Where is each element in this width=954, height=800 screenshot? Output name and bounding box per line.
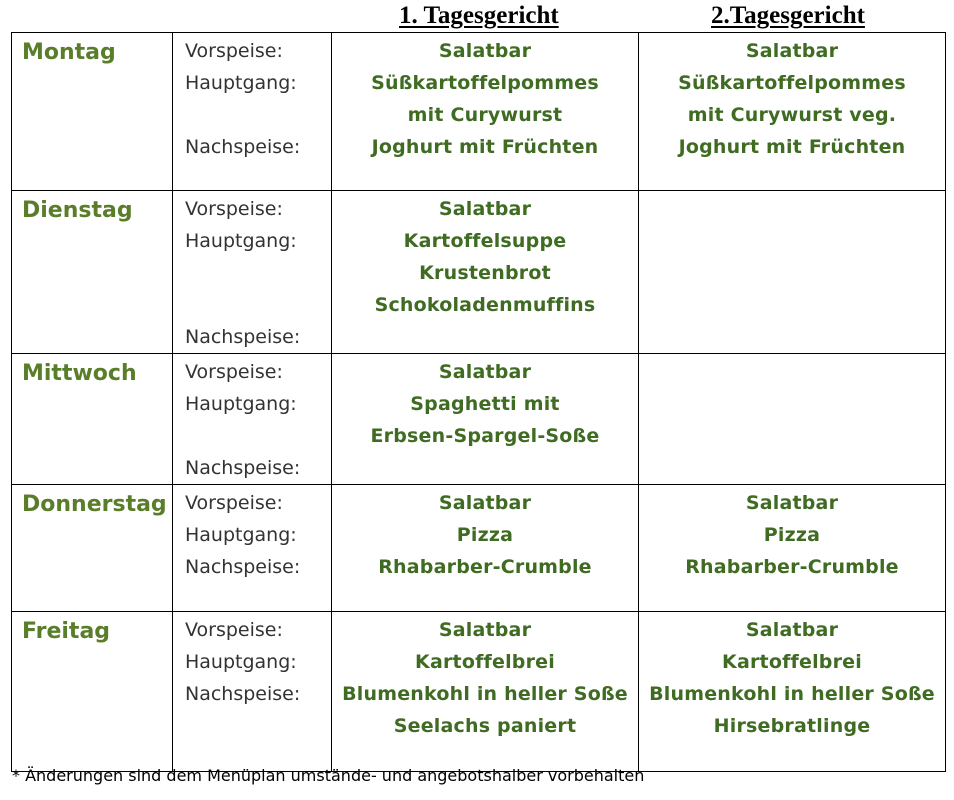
label-spacer: [185, 99, 331, 131]
dish-line: Kartoffelbrei: [722, 651, 862, 673]
label-spacer: [185, 420, 331, 452]
label-vorspeise: Vorspeise:: [185, 361, 283, 383]
dish-2-cell: [639, 33, 946, 191]
label-hauptgang: Hauptgang:: [185, 230, 297, 252]
day-name: Montag: [12, 33, 173, 191]
day-name: Freitag: [12, 612, 173, 772]
label-vorspeise: Vorspeise:: [185, 198, 283, 220]
course-labels: [173, 354, 332, 485]
day-row-freitag: [12, 612, 946, 772]
label-spacer: [185, 257, 331, 289]
dish-1-cell: [332, 191, 639, 354]
column-headers: [0, 0, 954, 32]
dish-line: Salatbar: [745, 40, 839, 62]
dish-2-cell-empty: [639, 354, 946, 485]
label-nachspeise: Nachspeise:: [185, 457, 301, 479]
dish-2-cell-empty: [639, 191, 946, 354]
label-hauptgang: Hauptgang:: [185, 651, 297, 673]
dish-line: Schokoladenmuffins: [374, 294, 596, 316]
course-labels: [173, 33, 332, 191]
course-labels: [173, 191, 332, 354]
label-nachspeise: Nachspeise:: [185, 136, 301, 158]
dish-1-cell: [332, 485, 639, 612]
label-vorspeise: Vorspeise:: [185, 40, 283, 62]
dish-line: Süßkartoffelpommes: [678, 72, 906, 94]
day-name: Donnerstag: [12, 485, 173, 612]
dish-2-cell: [639, 612, 946, 772]
header-dish-1: 1. Tagesgericht: [399, 2, 559, 29]
label-spacer: [185, 289, 331, 321]
label-nachspeise: Nachspeise:: [185, 326, 301, 348]
dish-line: Salatbar: [438, 361, 532, 383]
day-row-mittwoch: [12, 354, 946, 485]
day-row-montag: [12, 33, 946, 191]
dish-line: Rhabarber-Crumble: [378, 556, 592, 578]
dish-line: Joghurt mit Früchten: [371, 136, 599, 158]
label-vorspeise: Vorspeise:: [185, 619, 283, 641]
dish-line: mit Curywurst veg.: [687, 104, 897, 126]
day-row-dienstag: [12, 191, 946, 354]
dish-line: Salatbar: [438, 619, 532, 641]
dish-line: Hirsebratlinge: [713, 715, 871, 737]
course-labels: [173, 612, 332, 772]
label-nachspeise: Nachspeise:: [185, 556, 301, 578]
dish-line: Süßkartoffelpommes: [371, 72, 599, 94]
dish-line: mit Curywurst: [407, 104, 563, 126]
header-dish-2: 2.Tagesgericht: [711, 2, 865, 29]
dish-line: Pizza: [456, 524, 514, 546]
dish-line: Blumenkohl in heller Soße: [649, 683, 935, 705]
footnote: * Änderungen sind dem Menüplan umstände- und angebotshalber vorbehalten: [12, 766, 645, 785]
day-name: Dienstag: [12, 191, 173, 354]
dish-2-cell: [639, 485, 946, 612]
label-vorspeise: Vorspeise:: [185, 492, 283, 514]
dish-line: Blumenkohl in heller Soße: [342, 683, 628, 705]
dish-line: Salatbar: [438, 198, 532, 220]
menu-table: [11, 32, 946, 772]
dish-line: Joghurt mit Früchten: [678, 136, 906, 158]
dish-line: Erbsen-Spargel-Soße: [370, 425, 600, 447]
day-row-donnerstag: [12, 485, 946, 612]
dish-1-cell: [332, 354, 639, 485]
dish-line: Kartoffelbrei: [415, 651, 555, 673]
dish-line: Kartoffelsuppe: [403, 230, 567, 252]
label-nachspeise: Nachspeise:: [185, 683, 301, 705]
dish-line: Salatbar: [745, 492, 839, 514]
dish-1-cell: [332, 612, 639, 772]
label-hauptgang: Hauptgang:: [185, 72, 297, 94]
dish-line: Pizza: [763, 524, 821, 546]
dish-line: Rhabarber-Crumble: [685, 556, 899, 578]
dish-line: Salatbar: [745, 619, 839, 641]
dish-line: Salatbar: [438, 492, 532, 514]
dish-line: Spaghetti mit: [410, 393, 560, 415]
day-name: Mittwoch: [12, 354, 173, 485]
course-labels: [173, 485, 332, 612]
dish-line: Salatbar: [438, 40, 532, 62]
dish-line: Krustenbrot: [419, 262, 551, 284]
label-hauptgang: Hauptgang:: [185, 524, 297, 546]
label-hauptgang: Hauptgang:: [185, 393, 297, 415]
dish-line: Seelachs paniert: [393, 715, 577, 737]
dish-1-cell: [332, 33, 639, 191]
